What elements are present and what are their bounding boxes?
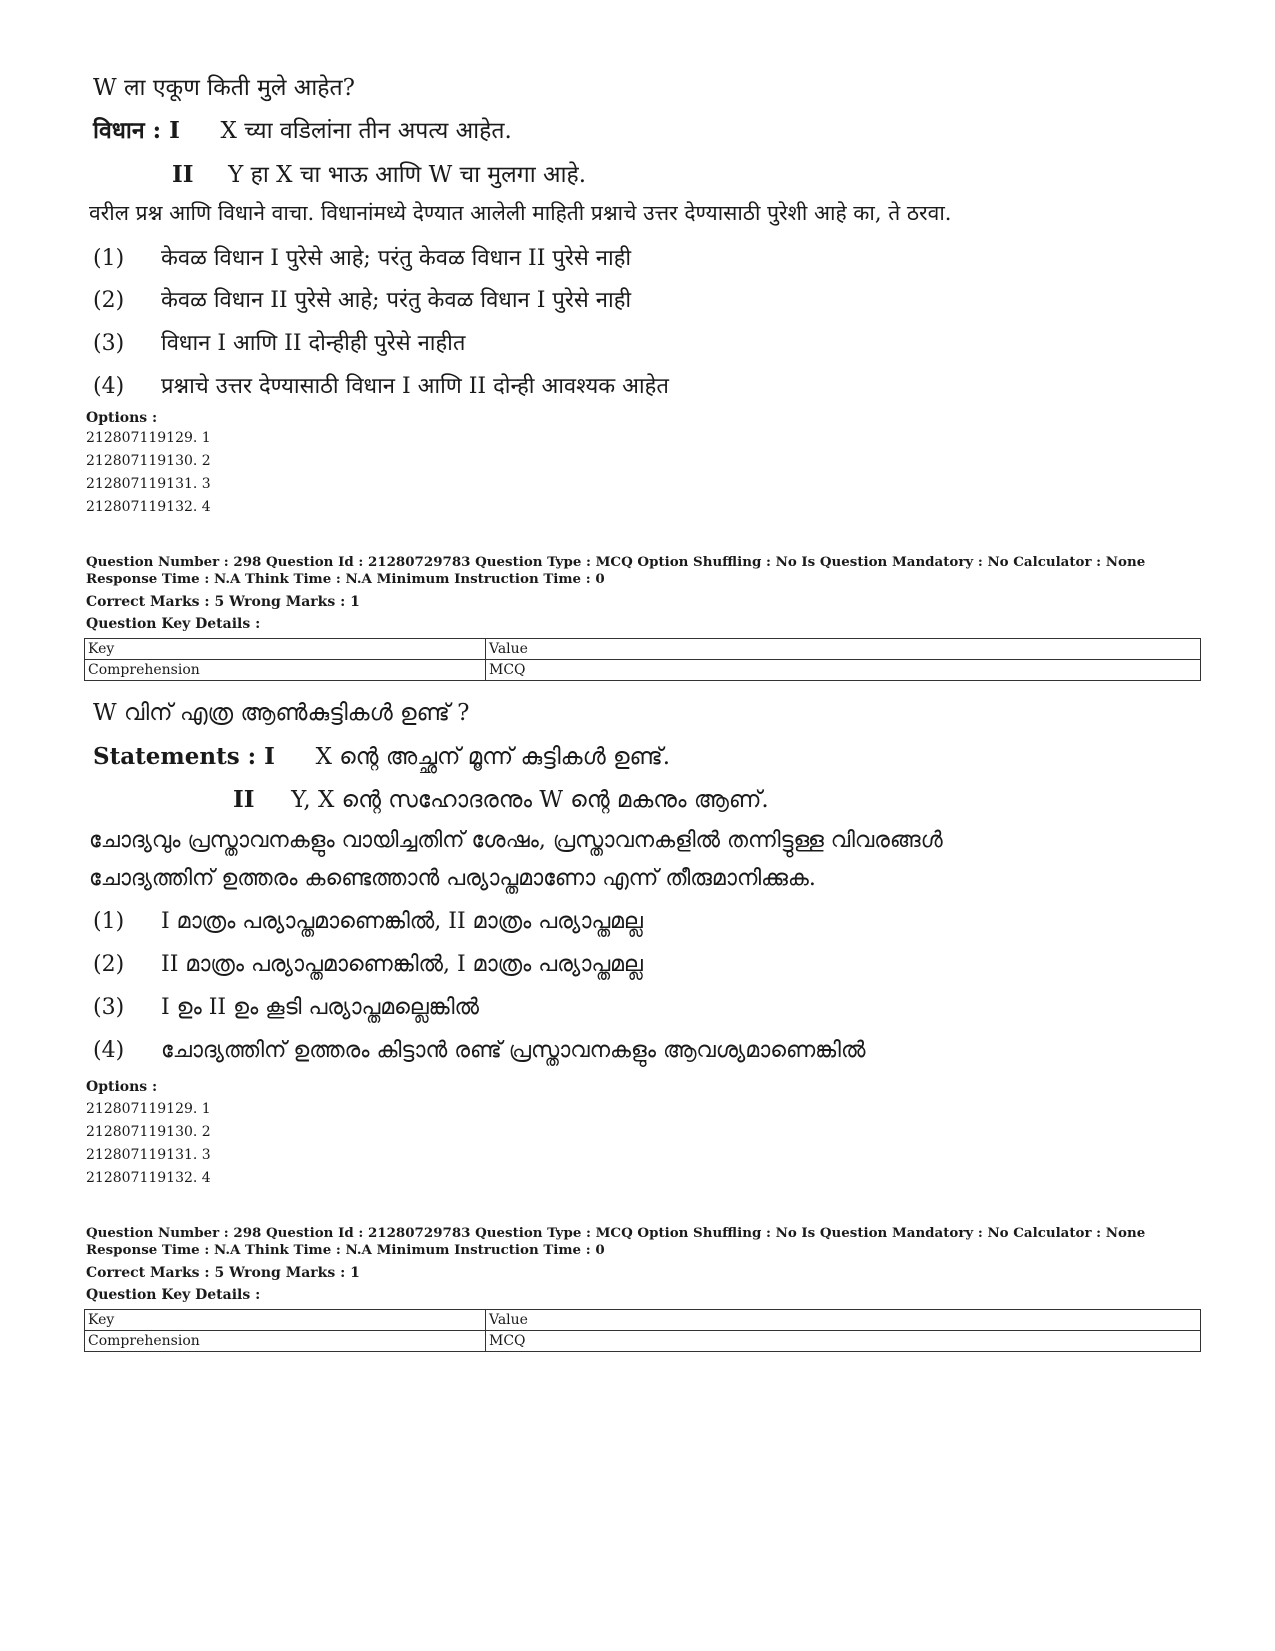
table-header-row	[85, 1310, 1201, 1331]
option-id-4: 212807119132. 4	[86, 499, 211, 515]
statement-2-label-ml: II	[233, 786, 255, 813]
instruction-line-2: ചോദ്യത്തിന് ഉത്തരം കണ്ടെത്താൻ പര്യാപ്തമാണോ എന്ന് തീരുമാനിക്കുക.	[89, 866, 816, 891]
option-id-4-ml: 212807119132. 4	[86, 1170, 211, 1186]
table-header-key: Key	[85, 1310, 486, 1331]
option-3-ml: (3) I ഉം II ഉം കൂടി പര്യാപ്തമല്ലെങ്കിൽ	[93, 995, 479, 1020]
options-label: Options :	[86, 410, 158, 426]
option-id-2: 212807119130. 2	[86, 453, 211, 469]
table-header-row	[85, 639, 1201, 660]
statement-label-ml: Statements : I	[93, 743, 275, 770]
table-cell-key: Comprehension	[85, 1331, 486, 1352]
table-row	[85, 1331, 1201, 1352]
statement-2-text-ml: Y, X ന്റെ സഹോദരനും W ന്റെ മകനും ആണ്.	[291, 787, 769, 813]
statement-1-text-ml: X ന്റെ അച്ഛന് മൂന്ന് കുട്ടികൾ ഉണ്ട്.	[315, 744, 671, 770]
statement-2-ml	[233, 786, 769, 813]
statement-label: विधान : I	[93, 117, 180, 144]
option-id-3-ml: 212807119131. 3	[86, 1147, 211, 1163]
question-meta-line: Question Number : 298 Question Id : 21280729783 Question Type : MCQ Option Shuffling : No Is Question Mandatory : No Calculator : None	[86, 554, 1146, 570]
key-details-label: Question Key Details :	[86, 616, 261, 632]
question-meta-line-b: Question Number : 298 Question Id : 21280729783 Question Type : MCQ Option Shuffling : No Is Question Mandatory : No Calculator : None	[86, 1225, 1146, 1241]
statement-2-text: Y हा X चा भाऊ आणि W चा मुलगा आहे.	[228, 162, 587, 188]
question-meta-line-2: Response Time : N.A Think Time : N.A Minimum Instruction Time : 0	[86, 571, 605, 587]
table-cell-value: MCQ	[486, 660, 1201, 681]
marks-line: Correct Marks : 5 Wrong Marks : 1	[86, 594, 360, 610]
statement-1	[93, 113, 512, 145]
question-meta-line-2-b: Response Time : N.A Think Time : N.A Minimum Instruction Time : 0	[86, 1242, 605, 1258]
table-header-key: Key	[85, 639, 486, 660]
table-header-value: Value	[486, 639, 1201, 660]
option-1-ml: (1) I മാത്രം പര്യാപ്തമാണെങ്കിൽ, II മാത്രം പര്യാപ്തമല്ല	[93, 909, 643, 934]
option-id-3: 212807119131. 3	[86, 476, 211, 492]
marks-line-b: Correct Marks : 5 Wrong Marks : 1	[86, 1265, 360, 1281]
option-id-1-ml: 212807119129. 1	[86, 1101, 211, 1117]
option-4-ml: (4) ചോദ്യത്തിന് ഉത്തരം കിട്ടാൻ രണ്ട് പ്രസ്താവനകളും ആവശ്യമാണെങ്കിൽ	[93, 1038, 866, 1063]
statement-2-label: II	[172, 161, 194, 188]
key-details-label-b: Question Key Details :	[86, 1287, 261, 1303]
statement-1-text: X च्या वडिलांना तीन अपत्य आहेत.	[220, 118, 512, 144]
table-row	[85, 660, 1201, 681]
option-id-1: 212807119129. 1	[86, 430, 211, 446]
statement-1-ml	[93, 743, 670, 770]
option-3: (3) विधान I आणि II दोन्हीही पुरेसे नाहीत	[93, 331, 466, 356]
table-header-value: Value	[486, 1310, 1201, 1331]
option-4: (4) प्रश्नाचे उत्तर देण्यासाठी विधान I आणि II दोन्ही आवश्यक आहेत	[93, 374, 669, 399]
key-details-table	[84, 638, 1201, 681]
statement-2	[172, 157, 586, 189]
option-1: (1) केवळ विधान I पुरेसे आहे; परंतु केवळ विधान II पुरेसे नाही	[93, 246, 632, 271]
option-2-ml: (2) II മാത്രം പര്യാപ്തമാണെങ്കിൽ, I മാത്രം പര്യാപ്തമല്ല	[93, 952, 643, 977]
instruction-line-1: ചോദ്യവും പ്രസ്താവനകളും വായിച്ചതിന് ശേഷം, പ്രസ്താവനകളിൽ തന്നിട്ടുള്ള വിവരങ്ങൾ	[89, 828, 943, 853]
key-details-table-b	[84, 1309, 1201, 1352]
question-text: W ला एकूण किती मुले आहेत?	[93, 75, 355, 101]
option-id-2-ml: 212807119130. 2	[86, 1124, 211, 1140]
options-label-ml: Options :	[86, 1079, 158, 1095]
option-2: (2) केवळ विधान II पुरेसे आहे; परंतु केवळ विधान I पुरेसे नाही	[93, 288, 632, 313]
table-cell-key: Comprehension	[85, 660, 486, 681]
table-cell-value: MCQ	[486, 1331, 1201, 1352]
question-text-ml: W വിന് എത്ര ആൺകുട്ടികൾ ഉണ്ട് ?	[93, 700, 470, 726]
instruction-text: वरील प्रश्न आणि विधाने वाचा. विधानांमध्ये देण्यात आलेली माहिती प्रश्नाचे उत्तर देण्यासाठी पुरेशी आहे का, ते ठरवा.	[89, 201, 952, 225]
